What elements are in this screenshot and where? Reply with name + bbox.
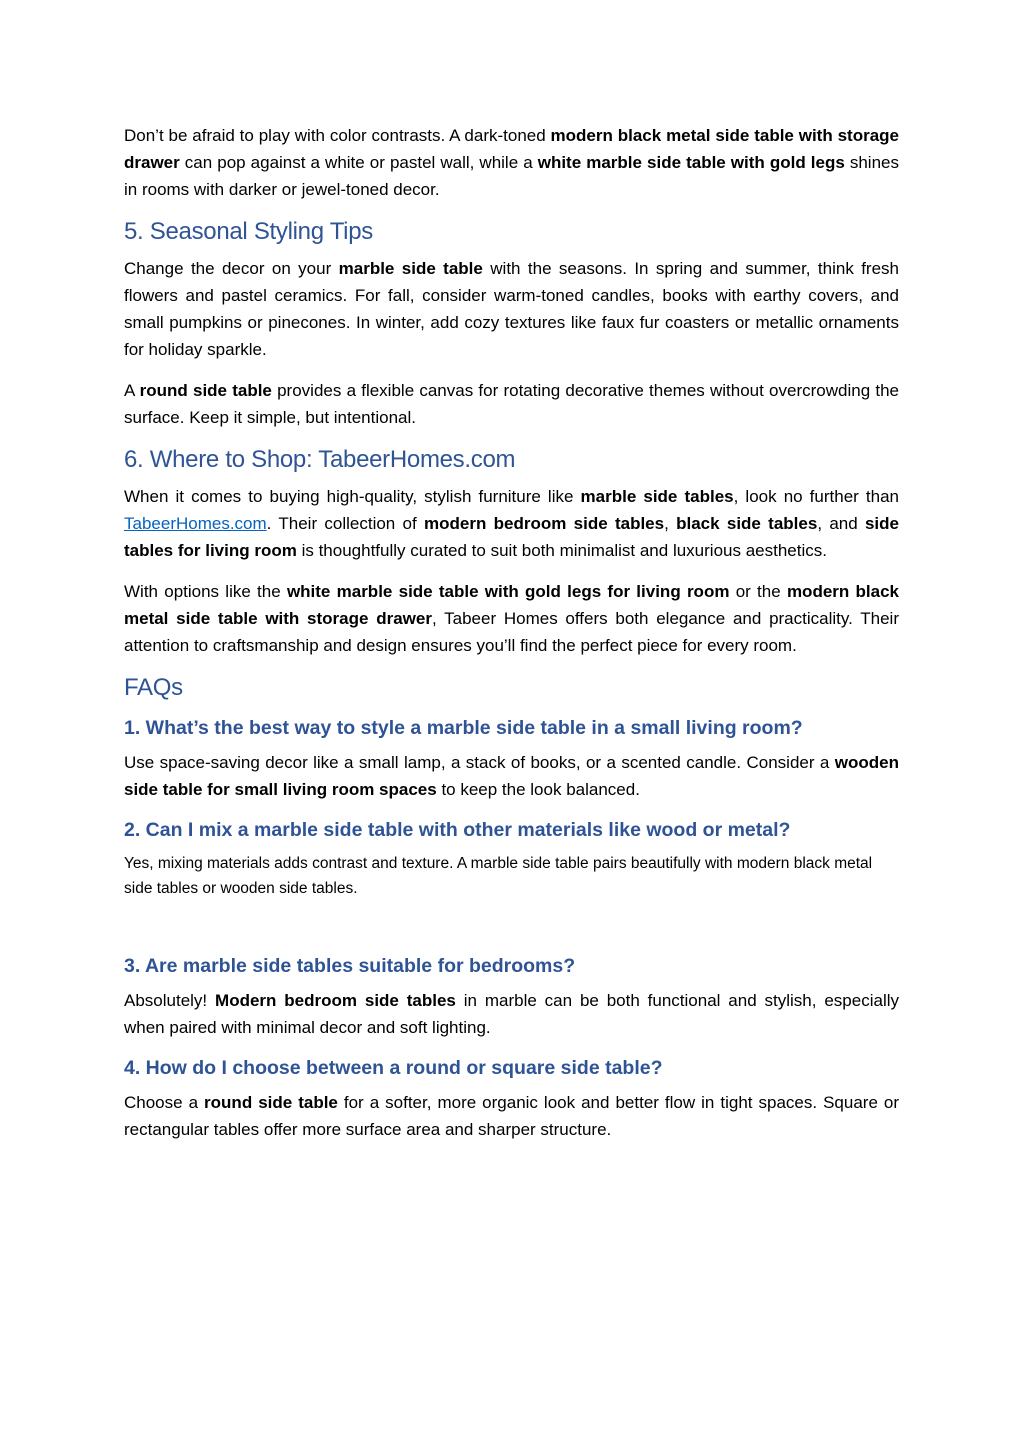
faq-question-2: 2. Can I mix a marble side table with other materials like wood or metal? xyxy=(124,819,791,841)
faq-question-4: 4. How do I choose between a round or square side table? xyxy=(124,1057,663,1079)
faq-answer-2: Yes, mixing materials adds contrast and texture. A marble side table pairs beautifully with modern black metal side tables or wooden side tables. xyxy=(124,855,873,897)
faq-answer-1: Use space-saving decor like a small lamp, a stack of books, or a scented candle. Consider a wooden side table for small living room spaces to keep the look balanced. xyxy=(124,753,899,799)
seasonal-paragraph-1: Change the decor on your marble side table with the seasons. In spring and summer, think fresh flowers and pastel ceramics. For fall, consider warm-toned candles, books with earthy covers, and small pumpkins or pinecones. In winter, add cozy textures like faux fur coasters or metallic ornaments for holiday sparkle. xyxy=(124,259,900,359)
intro-paragraph: Don’t be afraid to play with color contrasts. A dark-toned modern black metal side table with storage drawer can pop against a white or pastel wall, while a white marble side table with gold legs shines in rooms with darker or jewel-toned decor. xyxy=(124,126,899,199)
shop-paragraph-2: With options like the white marble side table with gold legs for living room or the modern black metal side table with storage drawer, Tabeer Homes offers both elegance and practicality. Their attention to craftsmanship and design ensures you’ll find the perfect piece for every room. xyxy=(124,582,899,655)
shop-paragraph-1: When it comes to buying high-quality, stylish furniture like marble side tables, look no further than TabeerHomes.com. Their collection of modern bedroom side tables, black side tables, and side tables for living room is thoughtfully curated to suit both minimalist and luxurious aesthetics. xyxy=(124,487,899,560)
faq-question-3: 3. Are marble side tables suitable for bedrooms? xyxy=(124,955,576,977)
section-heading-where-to-shop: 6. Where to Shop: TabeerHomes.com xyxy=(124,446,516,473)
faq-question-1: 1. What’s the best way to style a marble side table in a small living room? xyxy=(124,717,803,739)
document-page xyxy=(124,122,899,1157)
seasonal-paragraph-2: A round side table provides a flexible canvas for rotating decorative themes without overcrowding the surface. Keep it simple, but intentional. xyxy=(124,381,900,427)
tabeerhomes-link[interactable]: TabeerHomes.com xyxy=(124,514,267,533)
section-heading-seasonal-styling: 5. Seasonal Styling Tips xyxy=(124,218,373,245)
section-heading-faqs: FAQs xyxy=(124,674,183,701)
faq-answer-4: Choose a round side table for a softer, more organic look and better flow in tight spaces. Square or rectangular tables offer more surface area and sharper structure. xyxy=(124,1093,900,1139)
faq-answer-3: Absolutely! Modern bedroom side tables in marble can be both functional and stylish, especially when paired with minimal decor and soft lighting. xyxy=(124,991,899,1037)
